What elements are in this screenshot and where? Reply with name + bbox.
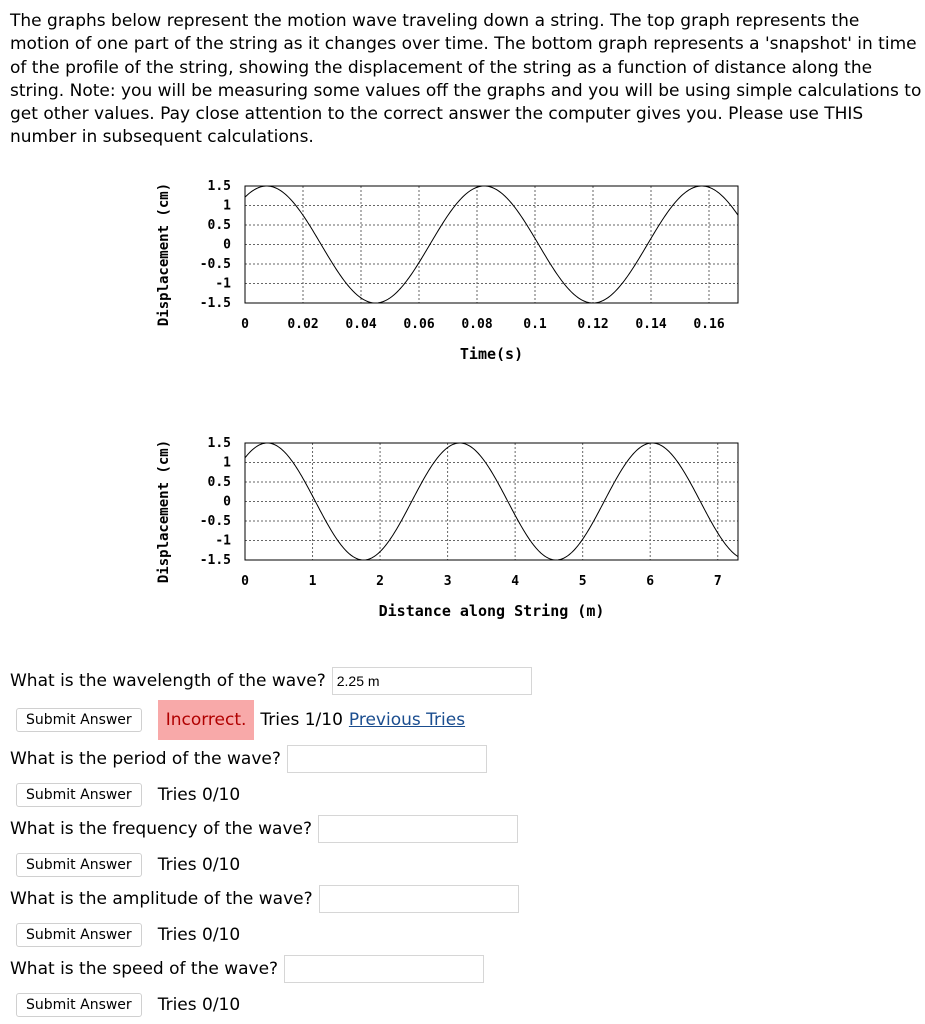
x-tick-label: 0.02 xyxy=(287,317,319,332)
y-tick-label: 0.5 xyxy=(207,218,231,233)
question-frequency xyxy=(10,815,518,843)
y-tick-label: -0.5 xyxy=(199,514,231,529)
y-axis-label: Displacement (cm) xyxy=(156,182,172,327)
x-tick-label: 3 xyxy=(443,574,452,589)
question-text: What is the frequency of the wave? xyxy=(10,819,312,839)
y-axis-label: Displacement (cm) xyxy=(156,439,172,584)
distance-graph xyxy=(0,415,925,630)
y-tick-label: 1 xyxy=(223,198,231,214)
period-input[interactable] xyxy=(287,745,487,773)
question-wavelength xyxy=(10,667,532,695)
time-graph xyxy=(0,158,925,373)
x-tick-label: 4 xyxy=(511,574,520,589)
x-axis-label: Time(s) xyxy=(459,345,524,363)
question-text: What is the period of the wave? xyxy=(10,749,281,769)
submit-period-button[interactable]: Submit Answer xyxy=(16,783,142,807)
submit-row-speed xyxy=(16,993,240,1017)
question-text: What is the speed of the wave? xyxy=(10,959,279,979)
y-tick-label: -0.5 xyxy=(199,257,231,272)
distance-graph-svg xyxy=(0,415,925,630)
status-badge: Incorrect. xyxy=(158,700,255,740)
tries-count: Tries 1/10 xyxy=(260,710,343,730)
instructions-text: The graphs below represent the motion wave traveling down a string. The top graph represents the motion of one part of the string as it changes over time. The bottom graph represents a 'snapshot' in time of the profile of the string, showing the displacement of the string as a function of distance along the string. Note: you will be measuring some values off the graphs and you will be using simple calculations to get other values. Pay close attention to the correct answer the computer gives you. Please use THIS number in subsequent calculations. xyxy=(10,11,922,148)
x-tick-label: 0.16 xyxy=(693,317,725,332)
previous-tries-link[interactable]: Previous Tries xyxy=(348,710,466,730)
question-period xyxy=(10,745,487,773)
y-tick-label: 1 xyxy=(223,455,231,471)
question-text: What is the wavelength of the wave? xyxy=(10,671,326,691)
submit-row-amplitude xyxy=(16,923,240,947)
x-tick-label: 0.14 xyxy=(635,317,667,332)
y-tick-label: 1.5 xyxy=(207,179,231,194)
y-tick-label: 0 xyxy=(223,237,231,253)
x-tick-label: 0 xyxy=(241,574,249,589)
submit-wavelength-button[interactable]: Submit Answer xyxy=(16,708,142,732)
y-tick-label: -1.5 xyxy=(199,296,231,311)
x-tick-label: 1 xyxy=(308,574,317,589)
x-tick-label: 0.04 xyxy=(345,317,377,332)
x-tick-label: 7 xyxy=(713,574,722,589)
x-tick-label: 0 xyxy=(241,317,249,332)
speed-input[interactable] xyxy=(284,955,484,983)
x-axis-label: Distance along String (m) xyxy=(378,602,605,620)
submit-speed-button[interactable]: Submit Answer xyxy=(16,993,142,1017)
y-tick-label: 1.5 xyxy=(207,436,231,451)
submit-frequency-button[interactable]: Submit Answer xyxy=(16,853,142,877)
frequency-input[interactable] xyxy=(318,815,518,843)
x-tick-label: 0.12 xyxy=(577,317,609,332)
time-graph-svg xyxy=(0,158,925,373)
x-tick-label: 0.08 xyxy=(461,317,493,332)
submit-amplitude-button[interactable]: Submit Answer xyxy=(16,923,142,947)
x-tick-label: 0.06 xyxy=(403,317,435,332)
y-tick-label: -1.5 xyxy=(199,553,231,568)
tries-count: Tries 0/10 xyxy=(157,785,241,805)
y-tick-label: -1 xyxy=(215,276,231,292)
question-amplitude xyxy=(10,885,519,913)
tries-count: Tries 0/10 xyxy=(157,995,241,1015)
question-text: What is the amplitude of the wave? xyxy=(10,889,313,909)
submit-row-period xyxy=(16,783,240,807)
x-tick-label: 5 xyxy=(578,574,587,589)
submit-row-frequency xyxy=(16,853,240,877)
x-tick-label: 2 xyxy=(376,574,384,589)
submit-row-wavelength xyxy=(16,700,465,740)
y-tick-label: 0 xyxy=(223,494,231,510)
y-tick-label: 0.5 xyxy=(207,475,231,490)
x-tick-label: 0.1 xyxy=(523,317,547,332)
wavelength-input[interactable] xyxy=(332,667,532,695)
question-speed xyxy=(10,955,484,983)
amplitude-input[interactable] xyxy=(319,885,519,913)
tries-count: Tries 0/10 xyxy=(157,855,241,875)
x-tick-label: 6 xyxy=(646,574,655,589)
tries-count: Tries 0/10 xyxy=(157,925,241,945)
y-tick-label: -1 xyxy=(215,533,231,549)
